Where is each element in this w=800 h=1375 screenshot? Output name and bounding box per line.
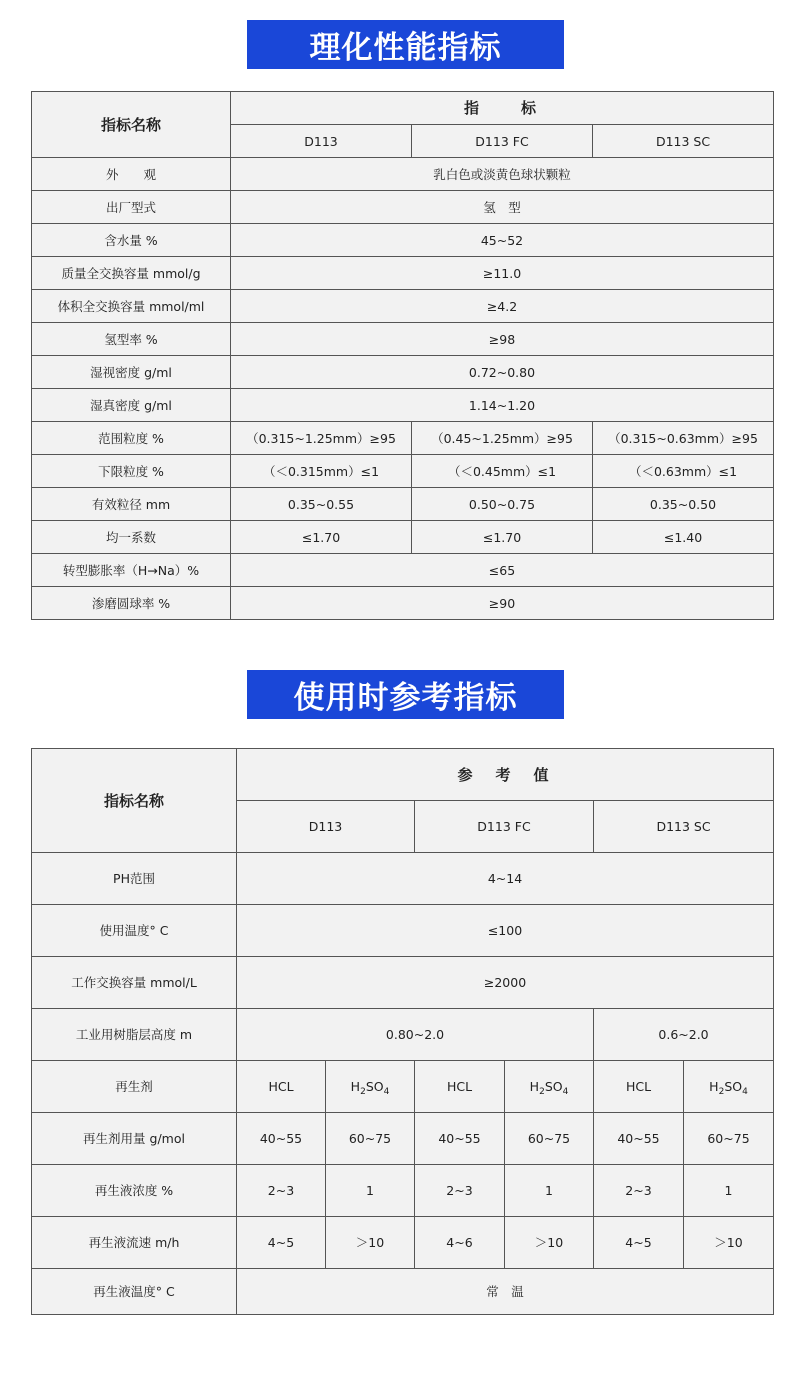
row-label: 氢型率 % (32, 323, 231, 356)
row-value-d113-sc: 0.35~0.50 (593, 488, 774, 521)
table-row (32, 905, 774, 957)
row-label: 渗磨圆球率 % (32, 587, 231, 620)
row-value: 40~55 (237, 1113, 326, 1165)
row-value-d113: （0.315~1.25mm）≥95 (231, 422, 412, 455)
row-value-d113-fc: ≤1.70 (412, 521, 593, 554)
row-label: 工业用树脂层高度 m (32, 1009, 237, 1061)
regenerant-hcl: HCL (594, 1061, 684, 1113)
row-value: 60~75 (505, 1113, 594, 1165)
header-model-d113: D113 (237, 801, 415, 853)
row-label: 含水量 % (32, 224, 231, 257)
table-row (32, 356, 774, 389)
row-value-d113: （＜0.315mm）≤1 (231, 455, 412, 488)
header-model-d113-fc: D113 FC (412, 125, 593, 158)
row-value-d113: ≤1.70 (231, 521, 412, 554)
row-value: 60~75 (684, 1113, 774, 1165)
row-label: 再生剂 (32, 1061, 237, 1113)
row-value: 60~75 (326, 1113, 415, 1165)
row-value: 氢 型 (231, 191, 774, 224)
row-label: 工作交换容量 mmol/L (32, 957, 237, 1009)
row-value: ＞10 (326, 1217, 415, 1269)
row-value: 1 (505, 1165, 594, 1217)
header-indicator-name: 指标名称 (32, 92, 231, 158)
table-row (32, 957, 774, 1009)
row-label: 再生液浓度 % (32, 1165, 237, 1217)
table-row (32, 488, 774, 521)
row-label: 范围粒度 % (32, 422, 231, 455)
table-row (32, 455, 774, 488)
table-row (32, 1061, 774, 1113)
row-value-d113-sc: ≤1.40 (593, 521, 774, 554)
row-value: ≥11.0 (231, 257, 774, 290)
table-row (32, 224, 774, 257)
row-label: 再生液温度° C (32, 1269, 237, 1315)
regenerant-h2so4: $H_2SO_4$ (505, 1061, 594, 1113)
row-value-d113-sc: （0.315~0.63mm）≥95 (593, 422, 774, 455)
header-model-d113: D113 (231, 125, 412, 158)
row-value: 45~52 (231, 224, 774, 257)
table-row (32, 853, 774, 905)
table-row (32, 1269, 774, 1315)
row-value-d113-fc: 0.50~0.75 (412, 488, 593, 521)
row-value: 1.14~1.20 (231, 389, 774, 422)
table-row (32, 191, 774, 224)
table-row (32, 1165, 774, 1217)
row-value-d113-fc: （＜0.45mm）≤1 (412, 455, 593, 488)
table-row (32, 1009, 774, 1061)
row-value: 4~6 (415, 1217, 505, 1269)
regenerant-hcl: HCL (415, 1061, 505, 1113)
table-row (32, 290, 774, 323)
row-label: 转型膨胀率（H→Na）% (32, 554, 231, 587)
row-value: ≥98 (231, 323, 774, 356)
row-value: 2~3 (237, 1165, 326, 1217)
row-value: 2~3 (594, 1165, 684, 1217)
row-value-d113-sc: 0.6~2.0 (594, 1009, 774, 1061)
row-value: 乳白色或淡黄色球状颗粒 (231, 158, 774, 191)
regenerant-h2so4: $H_2SO_4$ (684, 1061, 774, 1113)
header-reference-value: 参 考 值 (237, 749, 774, 801)
row-value-d113-fc: （0.45~1.25mm）≥95 (412, 422, 593, 455)
row-label: 使用温度° C (32, 905, 237, 957)
physical-chemical-table (31, 91, 774, 620)
row-value: 40~55 (415, 1113, 505, 1165)
row-value: 4~5 (237, 1217, 326, 1269)
row-value: 1 (326, 1165, 415, 1217)
row-label: 体积全交换容量 mmol/ml (32, 290, 231, 323)
row-value: 1 (684, 1165, 774, 1217)
table-row (32, 158, 774, 191)
row-value: 4~5 (594, 1217, 684, 1269)
row-value: ＞10 (684, 1217, 774, 1269)
table-row (32, 1217, 774, 1269)
row-label: 质量全交换容量 mmol/g (32, 257, 231, 290)
usage-reference-table (31, 748, 774, 1315)
table-row (32, 1113, 774, 1165)
row-label: 湿视密度 g/ml (32, 356, 231, 389)
table-row (32, 587, 774, 620)
table-row (32, 521, 774, 554)
header-model-d113-fc: D113 FC (415, 801, 594, 853)
header-indicator: 指 标 (231, 92, 774, 125)
table-row (32, 422, 774, 455)
row-value: ≥4.2 (231, 290, 774, 323)
row-value: 0.72~0.80 (231, 356, 774, 389)
row-value: ≤65 (231, 554, 774, 587)
header-model-d113-sc: D113 SC (594, 801, 774, 853)
row-value: 2~3 (415, 1165, 505, 1217)
section-title-physical-chemical: 理化性能指标 (247, 20, 564, 69)
row-value-d113-sc: （＜0.63mm）≤1 (593, 455, 774, 488)
row-label: 再生剂用量 g/mol (32, 1113, 237, 1165)
regenerant-hcl: HCL (237, 1061, 326, 1113)
regenerant-h2so4: $H_2SO_4$ (326, 1061, 415, 1113)
row-value: ≥90 (231, 587, 774, 620)
row-label: 有效粒径 mm (32, 488, 231, 521)
row-value: ≤100 (237, 905, 774, 957)
row-label: PH范围 (32, 853, 237, 905)
row-label: 再生液流速 m/h (32, 1217, 237, 1269)
row-value-d113-fc: 0.80~2.0 (237, 1009, 594, 1061)
header-model-d113-sc: D113 SC (593, 125, 774, 158)
row-label: 均一系数 (32, 521, 231, 554)
table-row (32, 554, 774, 587)
row-label: 外 观 (32, 158, 231, 191)
row-value: 4~14 (237, 853, 774, 905)
section-title-usage-reference: 使用时参考指标 (247, 670, 564, 719)
row-value: ≥2000 (237, 957, 774, 1009)
row-label: 下限粒度 % (32, 455, 231, 488)
row-value-d113: 0.35~0.55 (231, 488, 412, 521)
row-value: 常 温 (237, 1269, 774, 1315)
row-label: 湿真密度 g/ml (32, 389, 231, 422)
table-row (32, 323, 774, 356)
row-label: 出厂型式 (32, 191, 231, 224)
table-row (32, 257, 774, 290)
row-value: ＞10 (505, 1217, 594, 1269)
row-value: 40~55 (594, 1113, 684, 1165)
header-indicator-name: 指标名称 (32, 749, 237, 853)
table-row (32, 389, 774, 422)
